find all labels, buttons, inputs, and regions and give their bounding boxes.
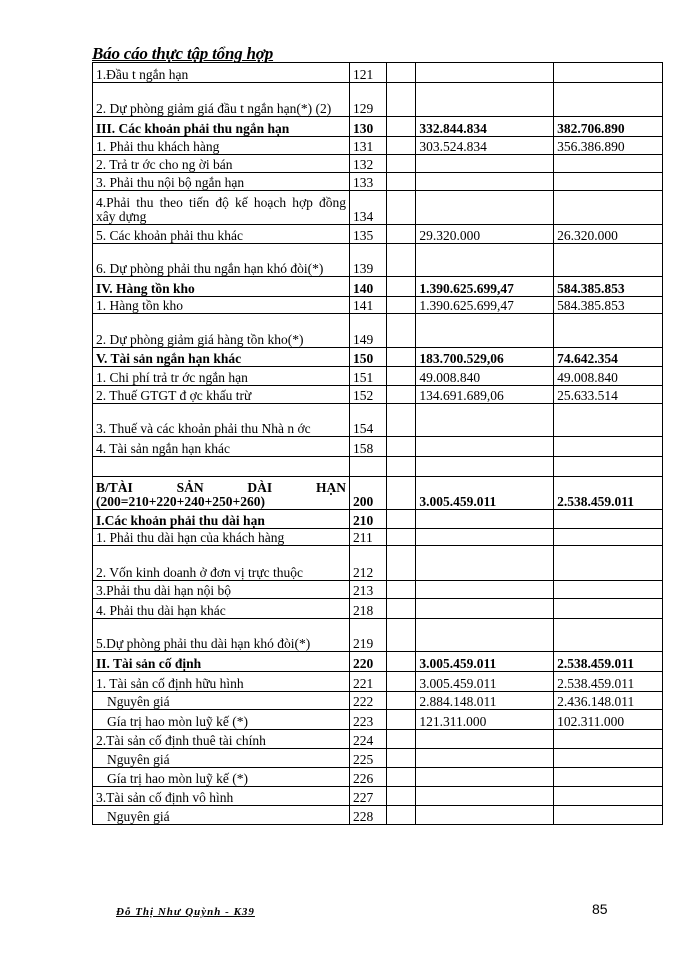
row-note	[387, 367, 416, 386]
row-code: 225	[350, 749, 387, 768]
row-end-of-year-value: 303.524.834	[416, 137, 554, 155]
page-number: 85	[592, 901, 608, 917]
footer-author: Đỗ Thị Như Quỳnh - K39	[116, 906, 255, 918]
row-code: 228	[350, 806, 387, 825]
table-row	[93, 173, 663, 191]
row-beginning-of-year-value: 2.436.148.011	[554, 692, 663, 710]
row-end-of-year-value: 1.390.625.699,47	[416, 297, 554, 314]
row-beginning-of-year-value: 26.320.000	[554, 225, 663, 244]
row-beginning-of-year-value: 584.385.853	[554, 277, 663, 297]
row-code: 219	[350, 619, 387, 652]
row-code: 140	[350, 277, 387, 297]
row-item-name: 3. Thuế và các khoản phải thu Nhà n ớc	[93, 404, 350, 437]
row-beginning-of-year-value: 102.311.000	[554, 710, 663, 730]
row-end-of-year-value	[416, 314, 554, 348]
row-beginning-of-year-value	[554, 244, 663, 277]
row-beginning-of-year-value	[554, 599, 663, 619]
row-item-name: B/TÀI SẢN DÀI HẠN (200=210+220+240+250+260)	[93, 477, 350, 510]
row-code: 158	[350, 437, 387, 457]
row-code: 131	[350, 137, 387, 155]
row-note	[387, 599, 416, 619]
row-note	[387, 730, 416, 749]
row-item-name: I.Các khoản phải thu dài hạn	[93, 510, 350, 529]
row-item-name: Gía trị hao mòn luỹ kế (*)	[93, 768, 350, 787]
row-beginning-of-year-value	[554, 83, 663, 117]
table-row	[93, 477, 663, 510]
row-end-of-year-value	[416, 599, 554, 619]
row-code: 149	[350, 314, 387, 348]
row-code: 211	[350, 529, 387, 546]
row-end-of-year-value: 134.691.689,06	[416, 386, 554, 404]
row-note	[387, 191, 416, 225]
row-code: 222	[350, 692, 387, 710]
row-note	[387, 404, 416, 437]
row-beginning-of-year-value: 74.642.354	[554, 348, 663, 367]
row-code: 210	[350, 510, 387, 529]
table-row	[93, 404, 663, 437]
table-row	[93, 710, 663, 730]
row-beginning-of-year-value	[554, 730, 663, 749]
row-beginning-of-year-value	[554, 510, 663, 529]
table-row	[93, 348, 663, 367]
row-beginning-of-year-value	[554, 619, 663, 652]
row-note	[387, 244, 416, 277]
row-end-of-year-value	[416, 787, 554, 806]
row-item-name: 5. Các khoản phải thu khác	[93, 225, 350, 244]
row-note	[387, 768, 416, 787]
row-item-name: 4.Phải thu theo tiến độ kế hoạch hợp đồng xây dựng	[93, 191, 350, 225]
row-beginning-of-year-value: 382.706.890	[554, 117, 663, 137]
row-beginning-of-year-value	[554, 749, 663, 768]
row-item-name: 3. Phải thu nội bộ ngắn hạn	[93, 173, 350, 191]
table-row	[93, 510, 663, 529]
row-note	[387, 386, 416, 404]
table-row	[93, 787, 663, 806]
row-code: 135	[350, 225, 387, 244]
table-row	[93, 314, 663, 348]
row-end-of-year-value	[416, 806, 554, 825]
row-end-of-year-value: 121.311.000	[416, 710, 554, 730]
row-note	[387, 63, 416, 83]
row-note	[387, 546, 416, 581]
table-row	[93, 546, 663, 581]
table-row	[93, 63, 663, 83]
row-item-name: 1.Đầu t ngắn hạn	[93, 63, 350, 83]
row-beginning-of-year-value	[554, 191, 663, 225]
row-end-of-year-value: 49.008.840	[416, 367, 554, 386]
row-note	[387, 173, 416, 191]
row-item-name: 2.Tài sản cố định thuê tài chính	[93, 730, 350, 749]
table-row	[93, 277, 663, 297]
table-row	[93, 117, 663, 137]
table-row	[93, 367, 663, 386]
balance-sheet-table	[92, 62, 663, 825]
row-beginning-of-year-value	[554, 63, 663, 83]
report-header-title: Báo cáo thực tập tổng hợp	[92, 44, 274, 63]
row-code: 134	[350, 191, 387, 225]
row-beginning-of-year-value	[554, 529, 663, 546]
row-end-of-year-value	[416, 191, 554, 225]
row-item-name: 3.Tài sản cố định vô hình	[93, 787, 350, 806]
table-row	[93, 529, 663, 546]
row-code: 218	[350, 599, 387, 619]
row-end-of-year-value	[416, 768, 554, 787]
row-beginning-of-year-value	[554, 314, 663, 348]
table-row	[93, 225, 663, 244]
row-note	[387, 710, 416, 730]
row-code: 132	[350, 155, 387, 173]
row-beginning-of-year-value: 584.385.853	[554, 297, 663, 314]
row-code: 121	[350, 63, 387, 83]
row-note	[387, 672, 416, 692]
row-code: 224	[350, 730, 387, 749]
row-end-of-year-value	[416, 730, 554, 749]
table-row	[93, 599, 663, 619]
row-note	[387, 155, 416, 173]
row-beginning-of-year-value: 356.386.890	[554, 137, 663, 155]
row-end-of-year-value	[416, 749, 554, 768]
row-note	[387, 277, 416, 297]
row-note	[387, 749, 416, 768]
row-beginning-of-year-value: 25.633.514	[554, 386, 663, 404]
row-code: 139	[350, 244, 387, 277]
row-beginning-of-year-value	[554, 806, 663, 825]
row-item-name: 6. Dự phòng phải thu ngắn hạn khó đòi(*)	[93, 244, 350, 277]
row-code: 220	[350, 652, 387, 672]
row-code: 151	[350, 367, 387, 386]
row-item-name: 2. Vốn kinh doanh ở đơn vị trực thuộc	[93, 546, 350, 581]
row-code: 130	[350, 117, 387, 137]
table-row	[93, 155, 663, 173]
row-note	[387, 83, 416, 117]
row-end-of-year-value	[416, 173, 554, 191]
row-code: 154	[350, 404, 387, 437]
row-note	[387, 348, 416, 367]
row-end-of-year-value: 183.700.529,06	[416, 348, 554, 367]
table-row	[93, 619, 663, 652]
row-item-name: 1. Chi phí trả tr ớc ngắn hạn	[93, 367, 350, 386]
table-row	[93, 244, 663, 277]
row-end-of-year-value	[416, 619, 554, 652]
table-row	[93, 692, 663, 710]
row-code	[350, 457, 387, 477]
row-item-name: 1. Hàng tồn kho	[93, 297, 350, 314]
row-note	[387, 437, 416, 457]
table-row	[93, 806, 663, 825]
row-note	[387, 477, 416, 510]
row-item-name: Nguyên giá	[93, 749, 350, 768]
row-beginning-of-year-value	[554, 437, 663, 457]
table-row	[93, 297, 663, 314]
row-code: 200	[350, 477, 387, 510]
table-row	[93, 581, 663, 599]
row-item-name: 4. Phải thu dài hạn khác	[93, 599, 350, 619]
row-beginning-of-year-value	[554, 457, 663, 477]
table-row	[93, 83, 663, 117]
row-note	[387, 619, 416, 652]
row-end-of-year-value	[416, 510, 554, 529]
row-code: 150	[350, 348, 387, 367]
row-note	[387, 652, 416, 672]
row-code: 223	[350, 710, 387, 730]
row-beginning-of-year-value: 49.008.840	[554, 367, 663, 386]
row-item-name: 1. Tài sản cố định hữu hình	[93, 672, 350, 692]
row-code: 213	[350, 581, 387, 599]
row-item-name: 2. Dự phòng giảm giá đầu t ngắn hạn(*) (2)	[93, 83, 350, 117]
row-item-name: II. Tài sản cố định	[93, 652, 350, 672]
row-end-of-year-value	[416, 244, 554, 277]
table-row	[93, 386, 663, 404]
row-code: 133	[350, 173, 387, 191]
row-beginning-of-year-value: 2.538.459.011	[554, 477, 663, 510]
row-beginning-of-year-value	[554, 787, 663, 806]
row-beginning-of-year-value	[554, 155, 663, 173]
row-end-of-year-value	[416, 83, 554, 117]
row-item-name: IV. Hàng tồn kho	[93, 277, 350, 297]
row-item-name: Nguyên giá	[93, 806, 350, 825]
row-beginning-of-year-value: 2.538.459.011	[554, 672, 663, 692]
row-item-name: 2. Trả tr ớc cho ng ời bán	[93, 155, 350, 173]
row-item-name: 2. Dự phòng giảm giá hàng tồn kho(*)	[93, 314, 350, 348]
row-beginning-of-year-value	[554, 404, 663, 437]
row-code: 141	[350, 297, 387, 314]
row-note	[387, 510, 416, 529]
table-row	[93, 730, 663, 749]
row-beginning-of-year-value: 2.538.459.011	[554, 652, 663, 672]
table-row	[93, 652, 663, 672]
row-note	[387, 117, 416, 137]
row-note	[387, 692, 416, 710]
table-row	[93, 137, 663, 155]
table-row	[93, 672, 663, 692]
row-end-of-year-value: 3.005.459.011	[416, 652, 554, 672]
row-item-name: Gía trị hao mòn luỹ kế (*)	[93, 710, 350, 730]
row-end-of-year-value: 3.005.459.011	[416, 672, 554, 692]
table-row	[93, 749, 663, 768]
row-item-name: V. Tài sản ngắn hạn khác	[93, 348, 350, 367]
row-code: 212	[350, 546, 387, 581]
row-end-of-year-value	[416, 457, 554, 477]
row-beginning-of-year-value	[554, 581, 663, 599]
row-note	[387, 787, 416, 806]
row-end-of-year-value	[416, 155, 554, 173]
row-end-of-year-value	[416, 404, 554, 437]
row-code: 226	[350, 768, 387, 787]
row-beginning-of-year-value	[554, 173, 663, 191]
table-row	[93, 457, 663, 477]
row-end-of-year-value: 1.390.625.699,47	[416, 277, 554, 297]
row-item-name: 2. Thuế GTGT đ ợc khấu trừ	[93, 386, 350, 404]
row-end-of-year-value: 2.884.148.011	[416, 692, 554, 710]
balance-sheet-body	[93, 63, 663, 825]
row-end-of-year-value: 29.320.000	[416, 225, 554, 244]
row-item-name: Nguyên giá	[93, 692, 350, 710]
row-beginning-of-year-value	[554, 546, 663, 581]
row-item-name: 4. Tài sản ngắn hạn khác	[93, 437, 350, 457]
table-row	[93, 768, 663, 787]
row-end-of-year-value	[416, 546, 554, 581]
row-note	[387, 314, 416, 348]
row-code: 221	[350, 672, 387, 692]
row-note	[387, 225, 416, 244]
row-item-name: III. Các khoản phải thu ngắn hạn	[93, 117, 350, 137]
row-code: 227	[350, 787, 387, 806]
row-item-name: 5.Dự phòng phải thu dài hạn khó đòi(*)	[93, 619, 350, 652]
row-note	[387, 297, 416, 314]
table-row	[93, 437, 663, 457]
row-end-of-year-value: 332.844.834	[416, 117, 554, 137]
row-note	[387, 457, 416, 477]
row-note	[387, 137, 416, 155]
row-code: 129	[350, 83, 387, 117]
table-row	[93, 191, 663, 225]
row-item-name: 1. Phải thu khách hàng	[93, 137, 350, 155]
row-item-name	[93, 457, 350, 477]
row-end-of-year-value	[416, 437, 554, 457]
row-note	[387, 806, 416, 825]
row-item-name: 1. Phải thu dài hạn của khách hàng	[93, 529, 350, 546]
row-end-of-year-value	[416, 63, 554, 83]
row-note	[387, 581, 416, 599]
row-note	[387, 529, 416, 546]
row-beginning-of-year-value	[554, 768, 663, 787]
row-code: 152	[350, 386, 387, 404]
row-end-of-year-value	[416, 529, 554, 546]
row-end-of-year-value: 3.005.459.011	[416, 477, 554, 510]
row-end-of-year-value	[416, 581, 554, 599]
row-item-name: 3.Phải thu dài hạn nội bộ	[93, 581, 350, 599]
